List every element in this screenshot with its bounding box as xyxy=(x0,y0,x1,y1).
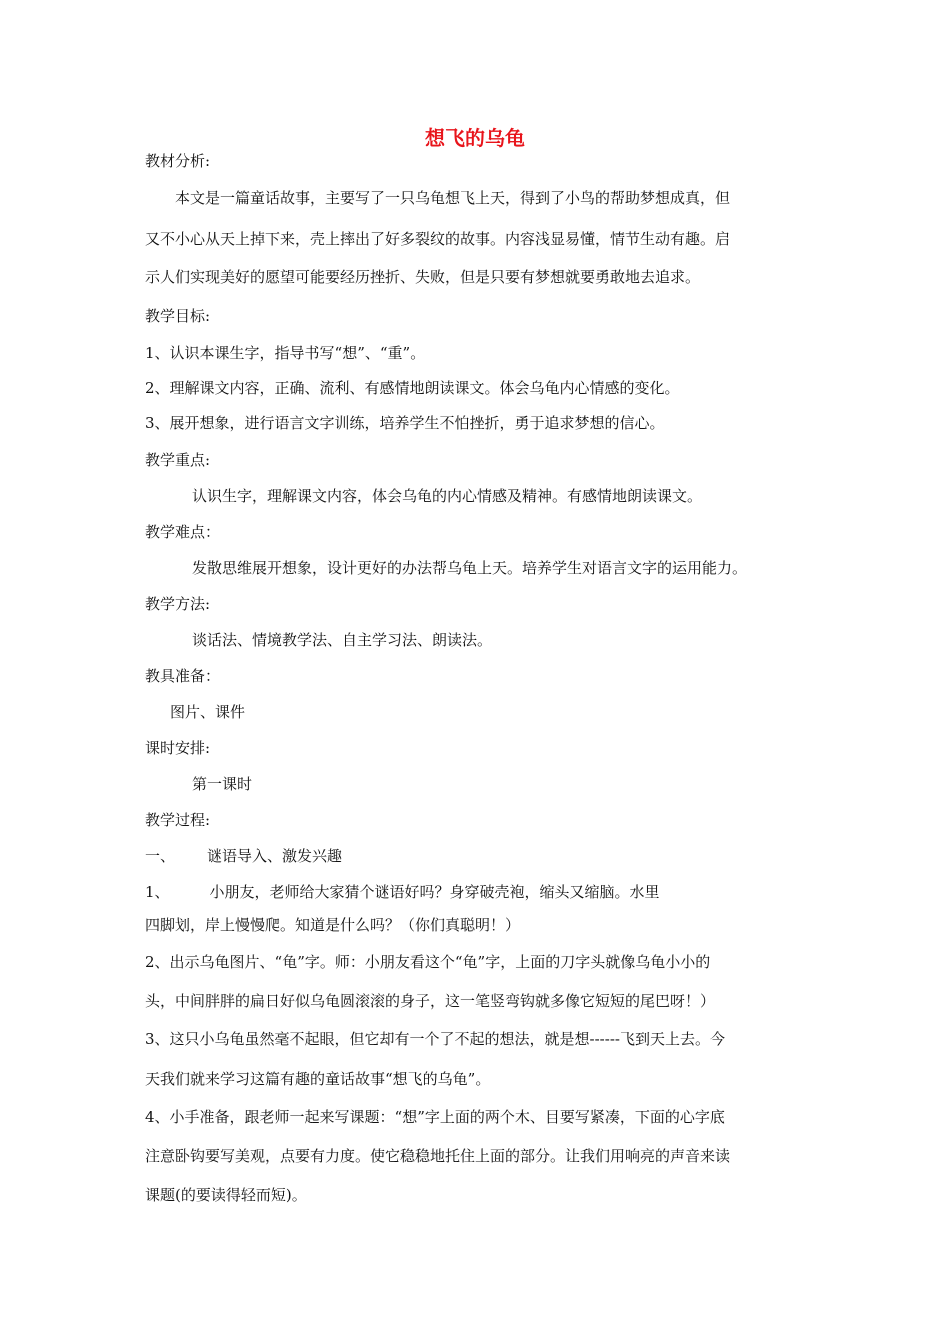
item-4-line-3: 课题(的要读得轻而短)。 xyxy=(145,1186,307,1204)
analysis-line-3: 示人们实现美好的愿望可能要经历挫折、失败，但是只要有梦想就要勇敢地去追求。 xyxy=(145,268,701,286)
difficulty-text: 发散思维展开想象，设计更好的办法帮乌龟上天。培养学生对语言文字的运用能力。 xyxy=(192,559,748,577)
item-4-line-2: 注意卧钩要写美观，点要有力度。使它稳稳地托住上面的部分。让我们用响亮的声音来读 xyxy=(145,1147,731,1165)
item-1-number: 1、 xyxy=(145,883,170,901)
tools-text: 图片、课件 xyxy=(170,703,246,721)
goal-item-1: 1、认识本课生字，指导书写“想”、“重”。 xyxy=(145,344,426,362)
item-2-line-2: 头，中间胖胖的扁日好似乌龟圆滚滚的身子，这一笔竖弯钩就多像它短短的尾巴呀！） xyxy=(145,992,716,1010)
key-text: 认识生字，理解课文内容，体会乌龟的内心情感及精神。有感情地朗读课文。 xyxy=(192,487,703,505)
goal-item-2: 2、理解课文内容，正确、流利、有感情地朗读课文。体会乌龟内心情感的变化。 xyxy=(145,379,680,397)
method-heading: 教学方法: xyxy=(145,595,211,613)
process-heading: 教学过程: xyxy=(145,811,211,829)
step-1-number: 一、 xyxy=(145,847,176,865)
difficulty-heading: 教学难点： xyxy=(145,523,221,541)
key-heading: 教学重点: xyxy=(145,451,211,469)
item-1-text: 小朋友，老师给大家猜个谜语好吗？身穿破壳袍，缩头又缩脑。水里 xyxy=(209,883,660,901)
schedule-text: 第一课时 xyxy=(192,775,253,793)
method-text: 谈话法、情境教学法、自主学习法、朗读法。 xyxy=(192,631,493,649)
analysis-line-1: 本文是一篇童话故事，主要写了一只乌龟想飞上天，得到了小鸟的帮助梦想成真，但 xyxy=(175,189,731,207)
step-1-text: 谜语导入、激发兴趣 xyxy=(207,847,343,865)
item-4-line-1: 4、小手准备，跟老师一起来写课题：“想”字上面的两个木、目要写紧凑，下面的心字底 xyxy=(145,1108,725,1126)
item-2-line-1: 2、出示乌龟图片、“龟”字。师：小朋友看这个“龟”字，上面的刀字头就像乌龟小小的 xyxy=(145,953,711,971)
document-title: 想飞的乌龟 xyxy=(425,126,525,150)
analysis-line-2: 又不小心从天上掉下来，壳上摔出了好多裂纹的故事。内容浅显易懂，情节生动有趣。启 xyxy=(145,230,731,248)
item-3-line-1: 3、这只小乌龟虽然毫不起眼，但它却有一个了不起的想法，就是想------飞到天上去。今 xyxy=(145,1030,725,1048)
schedule-heading: 课时安排: xyxy=(145,739,211,757)
item-3-line-2: 天我们就来学习这篇有趣的童话故事“想飞的乌龟”。 xyxy=(145,1070,491,1088)
goals-heading: 教学目标: xyxy=(145,307,211,325)
tools-heading: 教具准备： xyxy=(145,667,221,685)
analysis-heading: 教材分析: xyxy=(145,152,211,170)
item-1-line-1 xyxy=(145,881,815,903)
goal-item-3: 3、展开想象，进行语言文字训练，培养学生不怕挫折，勇于追求梦想的信心。 xyxy=(145,414,665,432)
item-1-line-2: 四脚划，岸上慢慢爬。知道是什么吗？（你们真聪明！） xyxy=(145,916,521,934)
step-1 xyxy=(145,845,815,867)
